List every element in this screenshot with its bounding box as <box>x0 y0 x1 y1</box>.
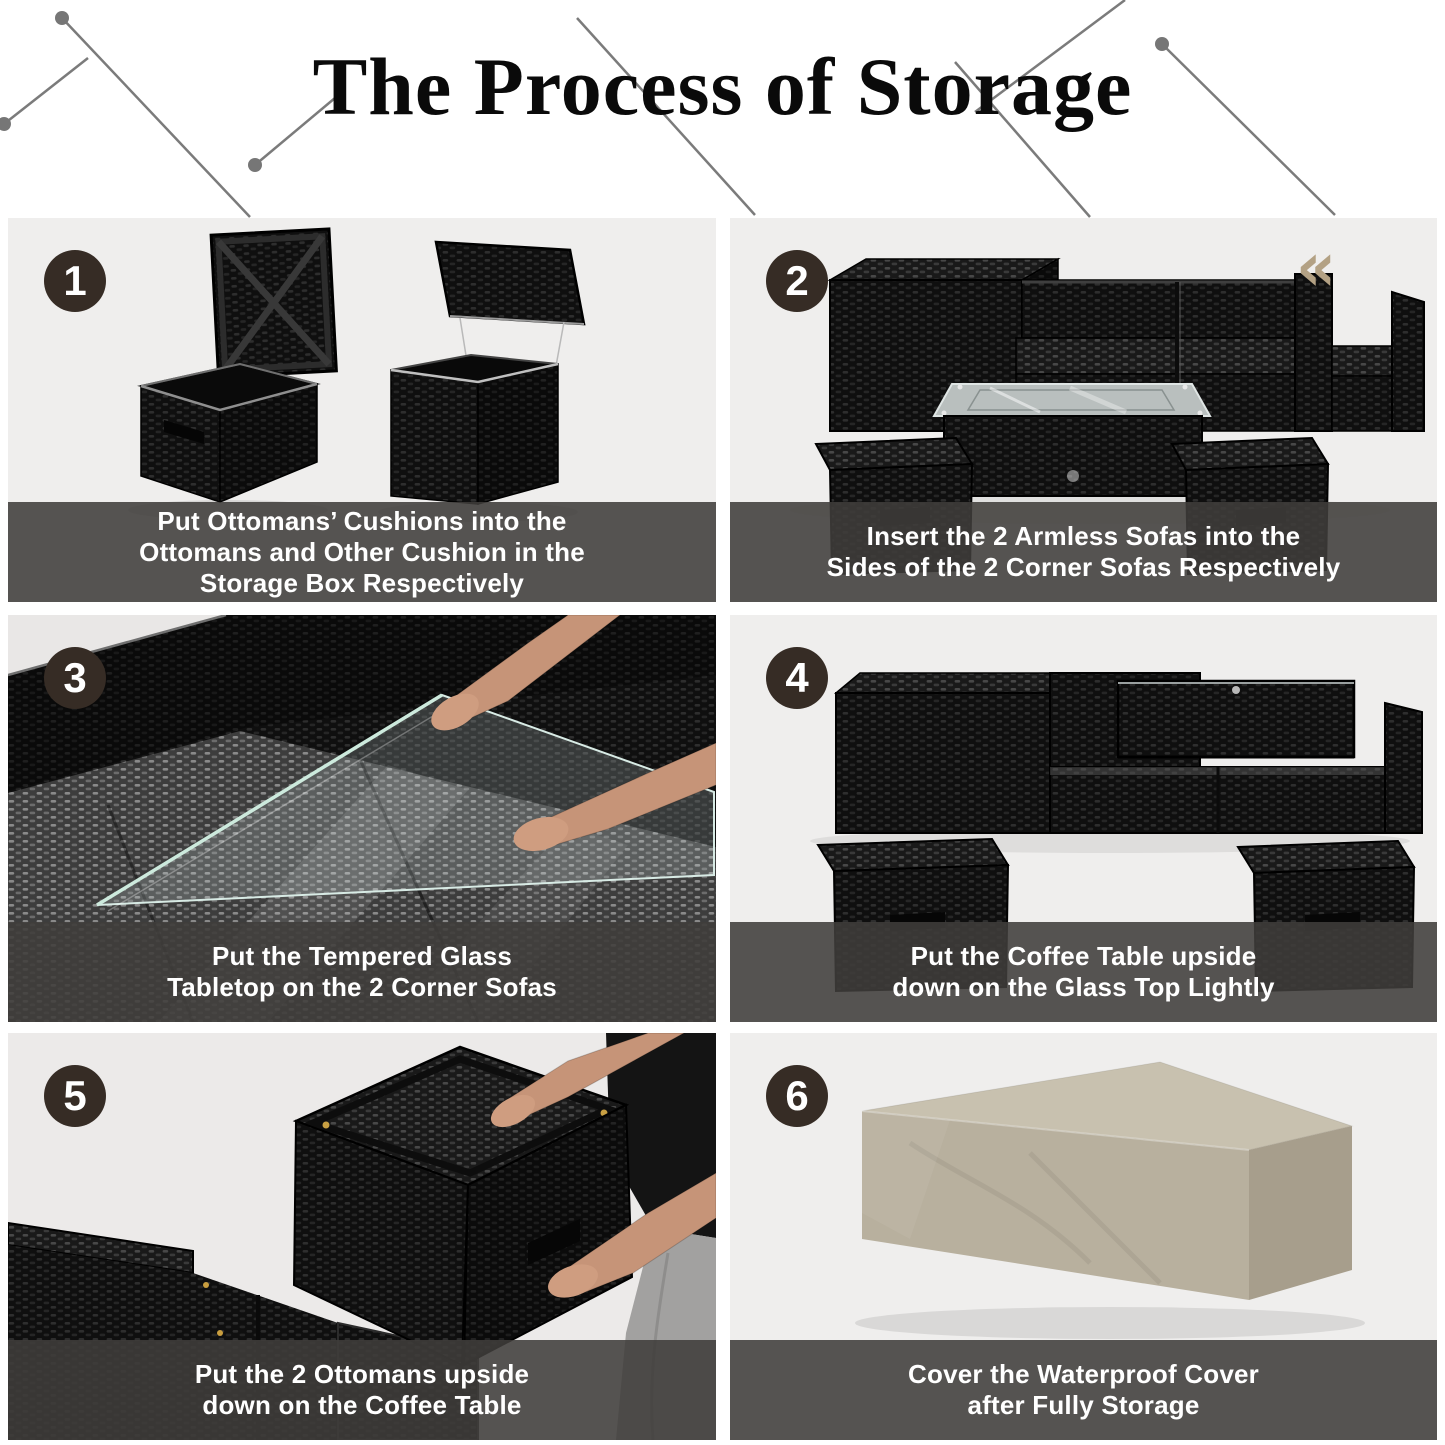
step-number-badge <box>44 1065 106 1127</box>
caption-band <box>730 502 1437 602</box>
caption-line: Ottomans and Other Cushion in the <box>139 536 585 567</box>
caption-line: Put the Coffee Table upside <box>910 941 1257 971</box>
caption-band <box>8 922 716 1022</box>
caption-line: down on the Coffee Table <box>202 1390 522 1420</box>
step-panel-5 <box>8 1033 716 1440</box>
caption-band <box>730 922 1437 1022</box>
caption-line: Storage Box Respectively <box>199 567 525 598</box>
header <box>0 0 1445 218</box>
step-number: 6 <box>785 1072 809 1119</box>
step-panel-4 <box>730 615 1437 1022</box>
step-panel-6 <box>730 1033 1437 1440</box>
insert-direction-chevron-icon: « <box>1296 225 1333 308</box>
step-number-badge <box>766 647 828 709</box>
caption-line: Tabletop on the 2 Corner Sofas <box>167 972 557 1002</box>
step-number-badge <box>44 647 106 709</box>
caption-band <box>730 1340 1437 1440</box>
caption-line: down on the Glass Top Lightly <box>892 972 1275 1002</box>
caption-line: Insert the 2 Armless Sofas into the <box>866 521 1301 551</box>
step-panel-2 <box>730 218 1437 602</box>
caption-line: Put Ottomans’ Cushions into the <box>157 505 567 536</box>
caption-band <box>8 1340 716 1440</box>
step-number: 4 <box>785 654 809 701</box>
step-number: 1 <box>63 257 87 304</box>
caption-line: Cover the Waterproof Cover <box>908 1359 1259 1389</box>
caption-line: after Fully Storage <box>967 1390 1200 1420</box>
caption-band <box>8 502 716 602</box>
step-number-badge <box>766 250 828 312</box>
caption-line: Sides of the 2 Corner Sofas Respectively <box>826 552 1341 582</box>
caption-line: Put the Tempered Glass <box>211 941 513 971</box>
step-number: 5 <box>63 1072 87 1119</box>
step-number-badge <box>44 250 106 312</box>
page-title: The Process of Storage <box>312 41 1133 132</box>
caption-line: Put the 2 Ottomans upside <box>194 1359 530 1389</box>
step-number: 2 <box>785 257 809 304</box>
step-number-badge <box>766 1065 828 1127</box>
step-panel-3 <box>8 615 716 1022</box>
step-number: 3 <box>63 654 87 701</box>
step-panel-1 <box>8 218 716 602</box>
